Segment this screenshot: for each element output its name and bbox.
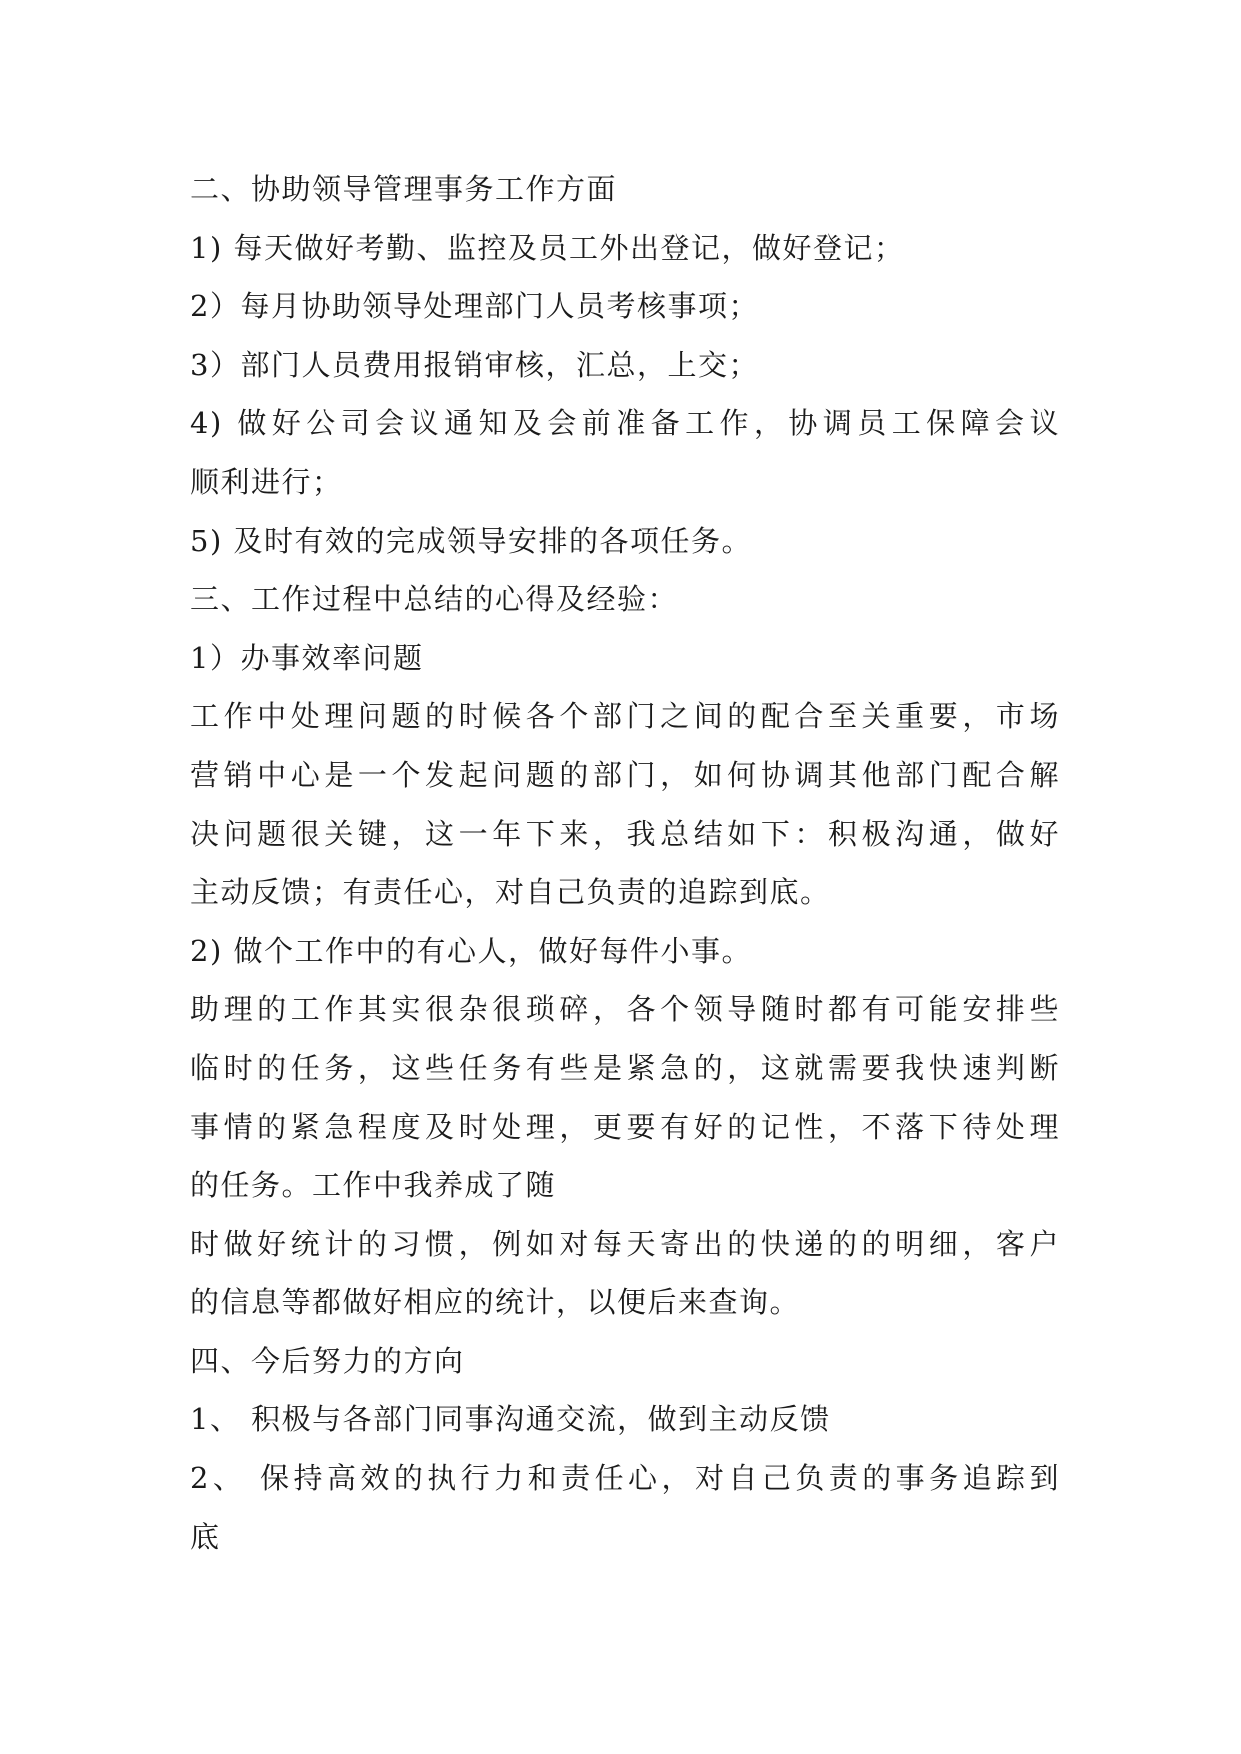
text-line: 2) 做个工作中的有心人，做好每件小事。 <box>190 933 752 968</box>
text-line: 1、 积极与各部门同事沟通交流，做到主动反馈 <box>190 1402 831 1437</box>
text-line: 工作中处理问题的时候各个部门之间的配合至关重要，市场 <box>190 699 1060 734</box>
text-line: 的信息等都做好相应的统计，以便后来查询。 <box>190 1285 801 1320</box>
text-line: 主动反馈；有责任心，对自己负责的追踪到底。 <box>190 875 831 910</box>
text-line: 二、协助领导管理事务工作方面 <box>190 172 618 206</box>
document-body <box>190 160 1060 1566</box>
text-line: 营销中心是一个发起问题的部门，如何协调其他部门配合解 <box>190 757 1060 792</box>
text-line: 时做好统计的习惯，例如对每天寄出的快递的的明细，客户 <box>190 1226 1060 1261</box>
text-line: 三、工作过程中总结的心得及经验： <box>190 582 679 617</box>
text-line: 1）办事效率问题 <box>190 640 424 675</box>
text-line: 2）每月协助领导处理部门人员考核事项； <box>190 289 759 324</box>
text-line: 3）部门人员费用报销审核，汇总，上交； <box>190 347 759 382</box>
text-line: 2、 保持高效的执行力和责任心，对自己负责的事务追踪到 <box>190 1461 1060 1496</box>
text-line: 底 <box>190 1519 221 1554</box>
text-line: 顺利进行； <box>190 464 343 499</box>
text-line: 四、今后努力的方向 <box>190 1343 465 1378</box>
text-line: 临时的任务，这些任务有些是紧急的，这就需要我快速判断 <box>190 1050 1060 1085</box>
text-line: 事情的紧急程度及时处理，更要有好的记性，不落下待处理 <box>190 1109 1060 1144</box>
text-line: 1) 每天做好考勤、监控及员工外出登记，做好登记； <box>190 230 905 265</box>
text-line: 5) 及时有效的完成领导安排的各项任务。 <box>190 523 752 558</box>
text-line: 助理的工作其实很杂很琐碎，各个领导随时都有可能安排些 <box>190 992 1060 1027</box>
text-line: 4) 做好公司会议通知及会前准备工作，协调员工保障会议 <box>190 406 1060 441</box>
text-line: 的任务。工作中我养成了随 <box>190 1168 557 1203</box>
text-line: 决问题很关键，这一年下来，我总结如下：积极沟通，做好 <box>190 816 1060 851</box>
